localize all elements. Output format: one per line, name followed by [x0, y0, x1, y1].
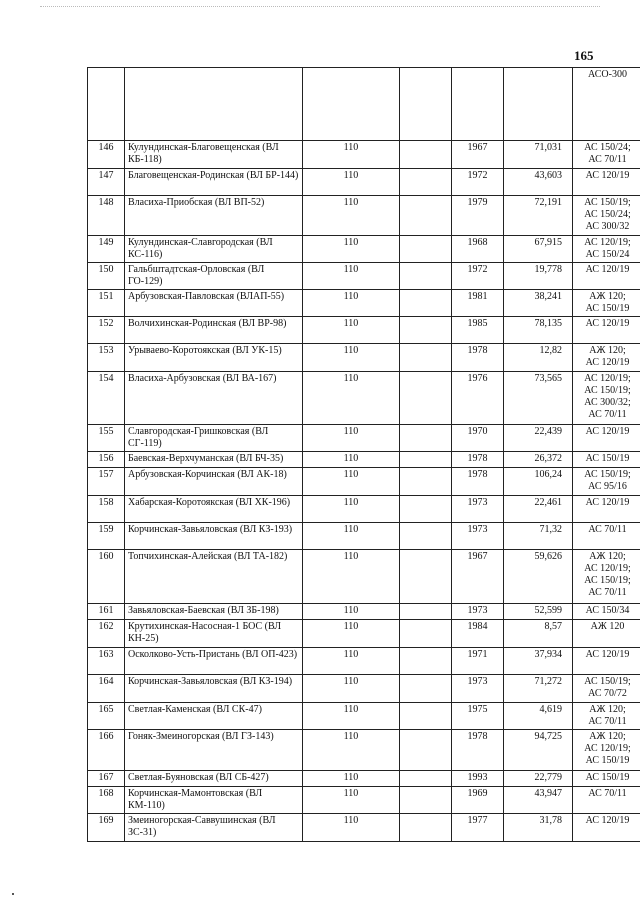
wire-brand-line: АЖ 120; — [589, 345, 626, 356]
wire-brand — [573, 468, 640, 496]
voltage-kv: 110 — [303, 604, 400, 620]
line-length: 26,372 — [504, 452, 573, 468]
wire-brand-line: АС 120/19 — [585, 815, 630, 826]
wire-brand — [573, 372, 640, 425]
wire-brand — [573, 814, 640, 842]
empty-cell — [400, 620, 452, 648]
line-name: Гоняк-Змеиногорская (ВЛ ГЗ-143) — [125, 730, 303, 771]
line-name: Урываево-Коротоякская (ВЛ УК-15) — [125, 344, 303, 372]
line-name: Крутихинская-Насосная-1 БОС (ВЛ КН-25) — [125, 620, 303, 648]
empty-cell — [400, 425, 452, 452]
empty-cell — [400, 730, 452, 771]
commission-year: 1967 — [452, 550, 504, 604]
empty-cell — [400, 263, 452, 290]
commission-year: 1977 — [452, 814, 504, 842]
row-number: 147 — [88, 169, 125, 196]
table-row — [88, 550, 640, 604]
empty-cell — [400, 68, 452, 141]
wire-brand-line: АС 70/11 — [588, 716, 627, 727]
voltage-kv: 110 — [303, 196, 400, 236]
table-body — [88, 68, 640, 842]
line-name: Благовещенская-Родинская (ВЛ БР-144) — [125, 169, 303, 196]
wire-brand-line: АС 70/72 — [588, 688, 627, 699]
table-row — [88, 648, 640, 675]
wire-brand — [573, 496, 640, 523]
wire-brand — [573, 703, 640, 730]
row-number — [88, 68, 125, 141]
empty-cell — [400, 496, 452, 523]
wire-brand-line: АС 150/24; — [584, 142, 631, 153]
wire-brand — [573, 290, 640, 317]
voltage-kv: 110 — [303, 141, 400, 169]
wire-brand-line: АС 120/19; — [584, 373, 631, 384]
row-number: 166 — [88, 730, 125, 771]
voltage-kv: 110 — [303, 620, 400, 648]
wire-brand — [573, 68, 640, 141]
voltage-kv: 110 — [303, 263, 400, 290]
row-number: 153 — [88, 344, 125, 372]
wire-brand — [573, 141, 640, 169]
wire-brand — [573, 620, 640, 648]
commission-year: 1978 — [452, 468, 504, 496]
line-length: 67,915 — [504, 236, 573, 263]
row-number: 161 — [88, 604, 125, 620]
line-name: Арбузовская-Корчинская (ВЛ АК-18) — [125, 468, 303, 496]
commission-year: 1972 — [452, 169, 504, 196]
empty-cell — [400, 604, 452, 620]
wire-brand-line: АС 300/32 — [585, 221, 630, 232]
voltage-kv: 110 — [303, 771, 400, 787]
row-number: 169 — [88, 814, 125, 842]
empty-cell — [400, 317, 452, 344]
line-name: Кулундинская-Благовещенская (ВЛ КБ-118) — [125, 141, 303, 169]
empty-cell — [400, 236, 452, 263]
line-length: 71,031 — [504, 141, 573, 169]
wire-brand — [573, 550, 640, 604]
wire-brand — [573, 452, 640, 468]
line-length: 31,78 — [504, 814, 573, 842]
row-number: 160 — [88, 550, 125, 604]
wire-brand-line: АЖ 120; — [589, 704, 626, 715]
table-row — [88, 771, 640, 787]
line-name: Волчихинская-Родинская (ВЛ ВР-98) — [125, 317, 303, 344]
wire-brand-line: АС 70/11 — [588, 524, 627, 535]
line-name: Корчинская-Мамонтовская (ВЛ КМ-110) — [125, 787, 303, 814]
commission-year: 1973 — [452, 523, 504, 550]
line-length: 71,272 — [504, 675, 573, 703]
line-length: 22,439 — [504, 425, 573, 452]
row-number: 164 — [88, 675, 125, 703]
empty-cell — [400, 290, 452, 317]
table-row — [88, 496, 640, 523]
page-number: 165 — [574, 48, 594, 63]
table-row — [88, 290, 640, 317]
line-length: 52,599 — [504, 604, 573, 620]
commission-year: 1979 — [452, 196, 504, 236]
line-length: 8,57 — [504, 620, 573, 648]
wire-brand — [573, 675, 640, 703]
line-name: Корчинская-Завьяловская (ВЛ КЗ-194) — [125, 675, 303, 703]
voltage-kv: 110 — [303, 236, 400, 263]
empty-cell — [400, 523, 452, 550]
commission-year: 1984 — [452, 620, 504, 648]
wire-brand-line: АС 120/19; — [584, 237, 631, 248]
empty-cell — [400, 452, 452, 468]
line-length: 12,82 — [504, 344, 573, 372]
wire-brand-line: АС 120/19 — [585, 318, 630, 329]
line-length: 4,619 — [504, 703, 573, 730]
line-name: Корчинская-Завьяловская (ВЛ КЗ-193) — [125, 523, 303, 550]
voltage-kv: 110 — [303, 523, 400, 550]
wire-brand-line: АС 120/19 — [585, 264, 630, 275]
table-row — [88, 169, 640, 196]
row-number: 149 — [88, 236, 125, 263]
line-length — [504, 68, 573, 141]
commission-year: 1968 — [452, 236, 504, 263]
commission-year: 1967 — [452, 141, 504, 169]
line-length: 94,725 — [504, 730, 573, 771]
empty-cell — [400, 169, 452, 196]
wire-brand-line: АС 120/19 — [585, 497, 630, 508]
table-row — [88, 317, 640, 344]
wire-brand-line: АС 150/24 — [585, 249, 630, 260]
line-length: 43,603 — [504, 169, 573, 196]
line-length: 78,135 — [504, 317, 573, 344]
wire-brand-line: АС 70/11 — [588, 409, 627, 420]
table-row — [88, 620, 640, 648]
empty-cell — [400, 771, 452, 787]
table-row — [88, 604, 640, 620]
commission-year: 1978 — [452, 452, 504, 468]
wire-brand — [573, 523, 640, 550]
empty-cell — [400, 141, 452, 169]
empty-cell — [400, 703, 452, 730]
row-number: 165 — [88, 703, 125, 730]
line-name: Кулундинская-Славгородская (ВЛ КС-116) — [125, 236, 303, 263]
table-row — [88, 68, 640, 141]
wire-brand-line: АС 70/11 — [588, 788, 627, 799]
voltage-kv: 110 — [303, 675, 400, 703]
line-name: Осколково-Усть-Пристань (ВЛ ОП-423) — [125, 648, 303, 675]
wire-brand-line: АС 120/19; — [584, 743, 631, 754]
line-name: Славгородская-Гришковская (ВЛ СГ-119) — [125, 425, 303, 452]
voltage-kv: 110 — [303, 496, 400, 523]
wire-brand-line: АС 150/24; — [584, 209, 631, 220]
wire-brand-line: АС 70/11 — [588, 154, 627, 165]
empty-cell — [400, 344, 452, 372]
commission-year: 1970 — [452, 425, 504, 452]
wire-brand-line: АС 70/11 — [588, 587, 627, 598]
row-number: 151 — [88, 290, 125, 317]
line-length: 43,947 — [504, 787, 573, 814]
line-name: Топчихинская-Алейская (ВЛ ТА-182) — [125, 550, 303, 604]
voltage-kv: 110 — [303, 550, 400, 604]
wire-brand-line: АС 150/19; — [584, 575, 631, 586]
line-name: Змеиногорская-Саввушинская (ВЛ ЗС-31) — [125, 814, 303, 842]
commission-year: 1969 — [452, 787, 504, 814]
table-row — [88, 468, 640, 496]
commission-year: 1985 — [452, 317, 504, 344]
row-number: 150 — [88, 263, 125, 290]
voltage-kv: 110 — [303, 787, 400, 814]
wire-brand-line: АЖ 120; — [589, 551, 626, 562]
table-row — [88, 196, 640, 236]
row-number: 148 — [88, 196, 125, 236]
voltage-kv: 110 — [303, 814, 400, 842]
wire-brand-line: АС 120/19 — [585, 357, 630, 368]
line-length: 37,934 — [504, 648, 573, 675]
wire-brand — [573, 263, 640, 290]
scan-artifact-line — [40, 6, 600, 8]
line-name: Светлая-Буяновская (ВЛ СБ-427) — [125, 771, 303, 787]
commission-year: 1975 — [452, 703, 504, 730]
wire-brand-line: АС 150/34 — [585, 605, 630, 616]
row-number: 159 — [88, 523, 125, 550]
line-length: 19,778 — [504, 263, 573, 290]
empty-cell — [400, 550, 452, 604]
voltage-kv: 110 — [303, 703, 400, 730]
empty-cell — [400, 814, 452, 842]
table-row — [88, 141, 640, 169]
line-name: Баевская-Верхчуманская (ВЛ БЧ-35) — [125, 452, 303, 468]
table-row — [88, 523, 640, 550]
commission-year: 1993 — [452, 771, 504, 787]
wire-brand-line: АЖ 120; — [589, 731, 626, 742]
table-row — [88, 730, 640, 771]
voltage-kv: 110 — [303, 730, 400, 771]
empty-cell — [400, 675, 452, 703]
table-row — [88, 787, 640, 814]
wire-brand-line: АС 120/19 — [585, 649, 630, 660]
row-number: 168 — [88, 787, 125, 814]
row-number: 157 — [88, 468, 125, 496]
line-length: 22,461 — [504, 496, 573, 523]
commission-year: 1981 — [452, 290, 504, 317]
voltage-kv: 110 — [303, 317, 400, 344]
line-name — [125, 68, 303, 141]
voltage-kv: 110 — [303, 425, 400, 452]
wire-brand-line: АС 150/19; — [584, 676, 631, 687]
line-length: 38,241 — [504, 290, 573, 317]
row-number: 162 — [88, 620, 125, 648]
voltage-kv — [303, 68, 400, 141]
wire-brand — [573, 730, 640, 771]
wire-brand — [573, 425, 640, 452]
line-length: 59,626 — [504, 550, 573, 604]
empty-cell — [400, 468, 452, 496]
row-number: 158 — [88, 496, 125, 523]
row-number: 163 — [88, 648, 125, 675]
wire-brand-line: АСО-300 — [588, 69, 627, 80]
wire-brand — [573, 787, 640, 814]
wire-brand-line: АС 120/19 — [585, 170, 630, 181]
wire-brand-line: АС 150/19 — [585, 772, 630, 783]
wire-brand — [573, 648, 640, 675]
scan-artifact-dot — [12, 893, 14, 895]
line-name: Завьяловская-Баевская (ВЛ ЗБ-198) — [125, 604, 303, 620]
empty-cell — [400, 648, 452, 675]
line-length: 106,24 — [504, 468, 573, 496]
wire-brand-line: АЖ 120 — [590, 621, 625, 632]
table-row — [88, 452, 640, 468]
commission-year: 1973 — [452, 675, 504, 703]
wire-brand-line: АС 150/19 — [585, 755, 630, 766]
row-number: 156 — [88, 452, 125, 468]
table-row — [88, 372, 640, 425]
line-name: Власиха-Приобская (ВЛ ВП-52) — [125, 196, 303, 236]
empty-cell — [400, 787, 452, 814]
wire-brand-line: АС 300/32; — [584, 397, 631, 408]
voltage-kv: 110 — [303, 372, 400, 425]
table-row — [88, 703, 640, 730]
line-name: Власиха-Арбузовская (ВЛ ВА-167) — [125, 372, 303, 425]
commission-year: 1973 — [452, 496, 504, 523]
table-row — [88, 263, 640, 290]
wire-brand-line: АС 120/19 — [585, 426, 630, 437]
table-row — [88, 814, 640, 842]
wire-brand — [573, 771, 640, 787]
power-lines-table — [87, 67, 640, 842]
commission-year: 1976 — [452, 372, 504, 425]
voltage-kv: 110 — [303, 169, 400, 196]
wire-brand — [573, 317, 640, 344]
line-name: Хабарская-Коротоякская (ВЛ ХК-196) — [125, 496, 303, 523]
voltage-kv: 110 — [303, 290, 400, 317]
line-length: 22,779 — [504, 771, 573, 787]
wire-brand-line: АС 150/19; — [584, 469, 631, 480]
table-row — [88, 675, 640, 703]
wire-brand — [573, 604, 640, 620]
row-number: 167 — [88, 771, 125, 787]
line-length: 71,32 — [504, 523, 573, 550]
commission-year — [452, 68, 504, 141]
wire-brand — [573, 344, 640, 372]
commission-year: 1978 — [452, 730, 504, 771]
voltage-kv: 110 — [303, 648, 400, 675]
table-row — [88, 344, 640, 372]
wire-brand-line: АЖ 120; — [589, 291, 626, 302]
voltage-kv: 110 — [303, 344, 400, 372]
line-length: 73,565 — [504, 372, 573, 425]
wire-brand-line: АС 95/16 — [588, 481, 627, 492]
commission-year: 1972 — [452, 263, 504, 290]
wire-brand-line: АС 120/19; — [584, 563, 631, 574]
line-name: Светлая-Каменская (ВЛ СК-47) — [125, 703, 303, 730]
wire-brand-line: АС 150/19; — [584, 385, 631, 396]
wire-brand-line: АС 150/19; — [584, 197, 631, 208]
table-row — [88, 425, 640, 452]
wire-brand — [573, 236, 640, 263]
empty-cell — [400, 372, 452, 425]
wire-brand-line: АС 150/19 — [585, 453, 630, 464]
line-name: Гальбштадтская-Орловская (ВЛ ГО-129) — [125, 263, 303, 290]
commission-year: 1971 — [452, 648, 504, 675]
wire-brand — [573, 196, 640, 236]
voltage-kv: 110 — [303, 468, 400, 496]
row-number: 152 — [88, 317, 125, 344]
commission-year: 1973 — [452, 604, 504, 620]
voltage-kv: 110 — [303, 452, 400, 468]
row-number: 146 — [88, 141, 125, 169]
commission-year: 1978 — [452, 344, 504, 372]
line-length: 72,191 — [504, 196, 573, 236]
table-row — [88, 236, 640, 263]
row-number: 154 — [88, 372, 125, 425]
wire-brand — [573, 169, 640, 196]
empty-cell — [400, 196, 452, 236]
wire-brand-line: АС 150/19 — [585, 303, 630, 314]
row-number: 155 — [88, 425, 125, 452]
line-name: Арбузовская-Павловская (ВЛАП-55) — [125, 290, 303, 317]
